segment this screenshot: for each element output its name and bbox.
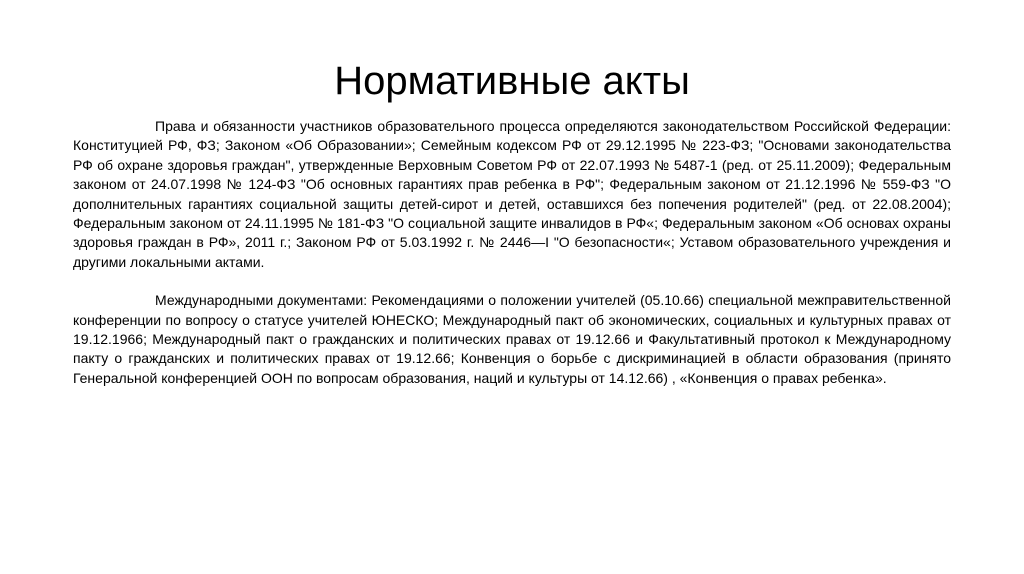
slide-body xyxy=(73,117,951,388)
paragraph-domestic-laws: Права и обязанности участников образовательного процесса определяются законодательством Российской Федерации: Конституцией РФ, ФЗ; Законом «Об Образовании»; Семейным кодексом РФ от 29.12.1995 № 223-ФЗ; "Основами законодательства РФ об охране здоровья граждан", утвержденные Верховным Советом РФ от 22.07.1993 № 5487-1 (ред. от 25.11.2009); Федеральным законом от 24.07.1998 № 124-ФЗ "Об основных гарантиях прав ребенка в РФ"; Федеральным законом от 21.12.1996 № 559-ФЗ "О дополнительных гарантиях социальной защиты детей-сирот и детей, оставшихся без попечения родителей" (ред. от 22.08.2004); Федеральным законом от 24.11.1995 № 181-ФЗ "О социальной защите инвалидов в РФ«; Федеральным законом «Об основах охраны здоровья граждан в РФ», 2011 г.; Законом РФ от 5.03.1992 г. № 2446—I "О безопасности«; Уставом образовательного учреждения и другими локальными актами. xyxy=(73,118,951,270)
slide-title: Нормативные акты xyxy=(334,59,690,103)
paragraph-international-documents: Международными документами: Рекомендациями о положении учителей (05.10.66) специальной межправительственной конференции по вопросу о статусе учителей ЮНЕСКО; Международный пакт об экономических, социальных и культурных правах от 19.12.1966; Международный пакт о гражданских и политических правах от 19.12.66 и Факультативный протокол к Международному пакту о гражданских и политических правах от 19.12.66; Конвенция о борьбе с дискриминацией в области образования (принято Генеральной конференцией ООН по вопросам образования, наций и культуры от 14.12.66) , «Конвенция о правах ребенка». xyxy=(73,292,951,386)
